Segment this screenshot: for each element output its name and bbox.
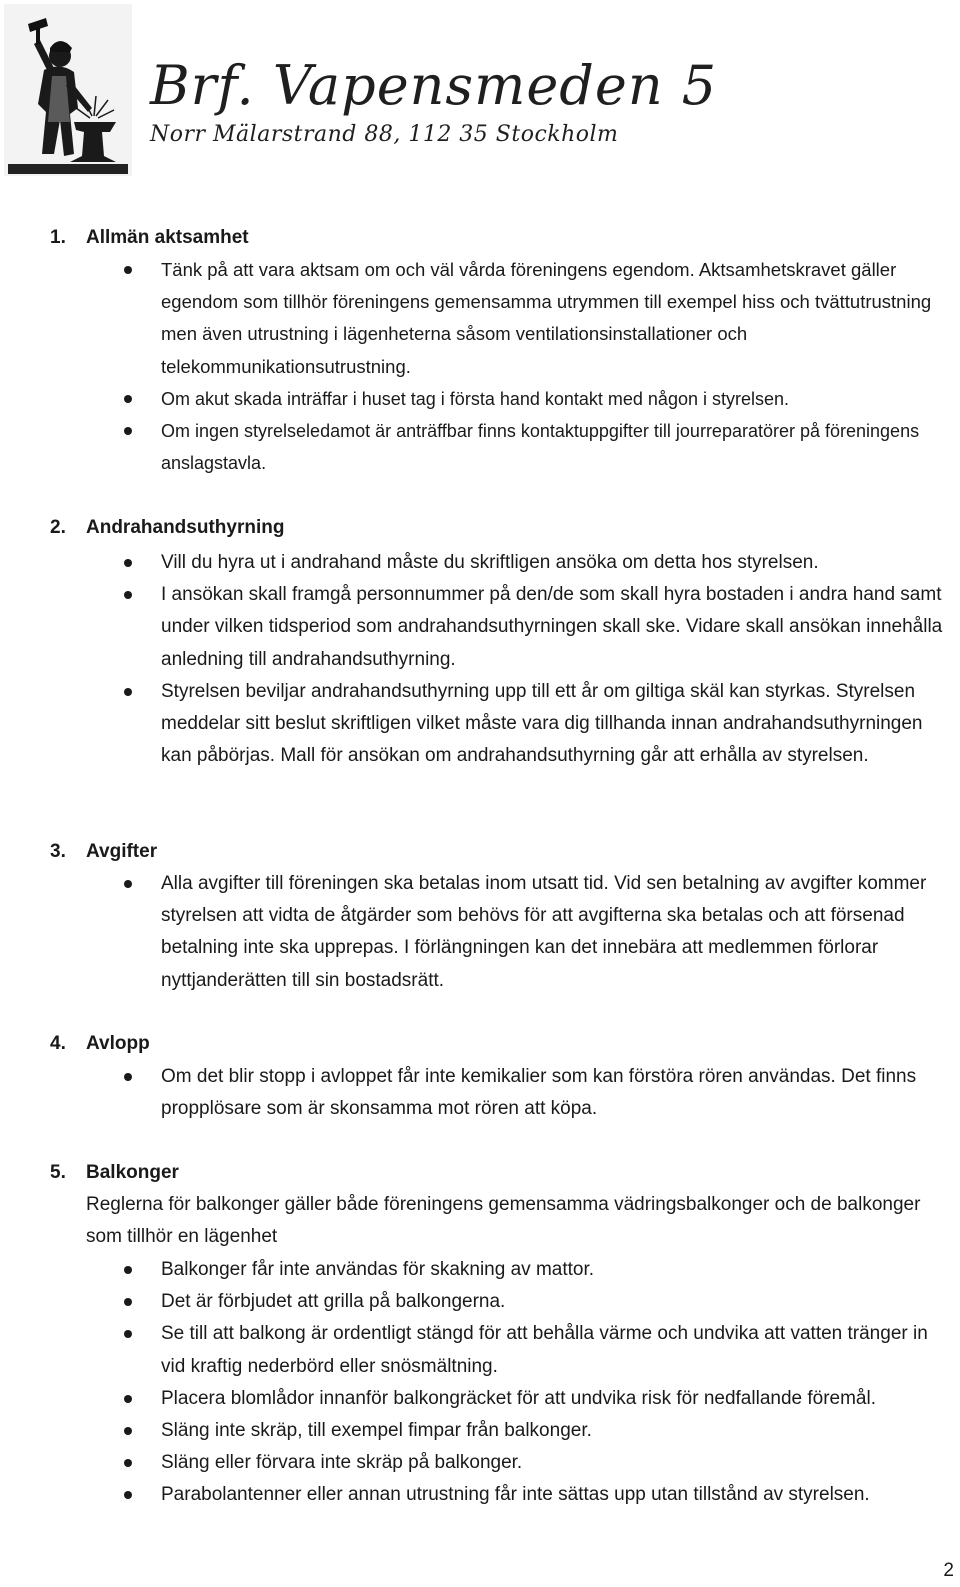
list-item: Släng eller förvara inte skräp på balkonger.	[0, 1447, 960, 1479]
blacksmith-logo-icon	[4, 4, 132, 176]
list-item: Släng inte skräp, till exempel fimpar från balkonger.	[0, 1415, 960, 1447]
list-item: Se till att balkong är ordentligt stängd för att behålla värme och undvika att vatten tränger in vid kraftig nederbörd eller snösmältning.	[0, 1318, 960, 1382]
section-list-balconies	[0, 1254, 960, 1512]
association-address: Norr Mälarstrand 88, 112 35 Stockholm	[150, 122, 619, 147]
section-list-subletting	[0, 547, 960, 772]
list-item: Parabolantenner eller annan utrustning får inte sättas upp utan tillstånd av styrelsen.	[0, 1479, 960, 1511]
letterhead	[0, 0, 960, 190]
page-number: 2	[943, 1560, 954, 1581]
list-item: Tänk på att vara aktsam om och väl vårda föreningens egendom. Aktsamhetskravet gäller egendom som tillhör föreningens gemensamma utrymmen till exempel hiss och tvättutrustning men även utrustning i lägenheterna såsom ventilationsinstallationer och telekommunikationsutrustning.	[0, 254, 960, 383]
list-item: Om ingen styrelseledamot är anträffbar finns kontaktuppgifter till jourreparatörer på föreningens anslagstavla.	[0, 415, 960, 479]
list-item: Det är förbjudet att grilla på balkongerna.	[0, 1286, 960, 1318]
section-heading-fees: 3. Avgifter	[50, 841, 158, 862]
list-item: Styrelsen beviljar andrahandsuthyrning upp till ett år om giltiga skäl kan styrkas. Styrelsen meddelar sitt beslut skriftligen vilket måste vara dig tillhanda innan andrahandsuthyrningen kan påbörjas. Mall för ansökan om andrahandsuthyrning går att erhålla av styrelsen.	[0, 676, 960, 773]
list-item: Vill du hyra ut i andrahand måste du skriftligen ansöka om detta hos styrelsen.	[0, 547, 960, 579]
list-item: Alla avgifter till föreningen ska betalas inom utsatt tid. Vid sen betalning av avgifter kommer styrelsen att vidta de åtgärder som behövs för att avgifterna ska betalas och att försenad betalning inte ska upprepas. I förlängningen kan det innebära att medlemmen förlorar nyttjanderätten till sin bostadsrätt.	[0, 868, 960, 997]
section-heading-general-care: 1. Allmän aktsamhet	[50, 227, 249, 248]
section-heading-subletting: 2. Andrahandsuthyrning	[50, 517, 285, 538]
list-item: I ansökan skall framgå personnummer på den/de som skall hyra bostaden i andra hand samt under vilken tidsperiod som andrahandsuthyrningen skall ske. Vidare skall ansökan innehålla anledning till andrahandsuthyrning.	[0, 579, 960, 676]
section-heading-drains: 4. Avlopp	[50, 1033, 150, 1054]
list-item: Placera blomlådor innanför balkongräcket för att undvika risk för nedfallande föremål.	[0, 1383, 960, 1415]
list-item: Om det blir stopp i avloppet får inte kemikalier som kan förstöra rören användas. Det finns propplösare som är skonsamma mot rören att köpa.	[0, 1061, 960, 1125]
association-title: Brf. Vapensmeden 5	[150, 54, 718, 117]
section-list-general-care	[0, 254, 960, 479]
section-intro-balconies: Reglerna för balkonger gäller både föreningens gemensamma vädringsbalkonger och de balkonger som tillhör en lägenhet	[86, 1194, 921, 1247]
list-item: Om akut skada inträffar i huset tag i första hand kontakt med någon i styrelsen.	[0, 383, 960, 415]
section-list-fees	[0, 868, 960, 997]
list-item: Balkonger får inte användas för skakning av mattor.	[0, 1254, 960, 1286]
section-list-drains	[0, 1061, 960, 1125]
section-heading-balconies: 5. Balkonger	[50, 1162, 179, 1183]
